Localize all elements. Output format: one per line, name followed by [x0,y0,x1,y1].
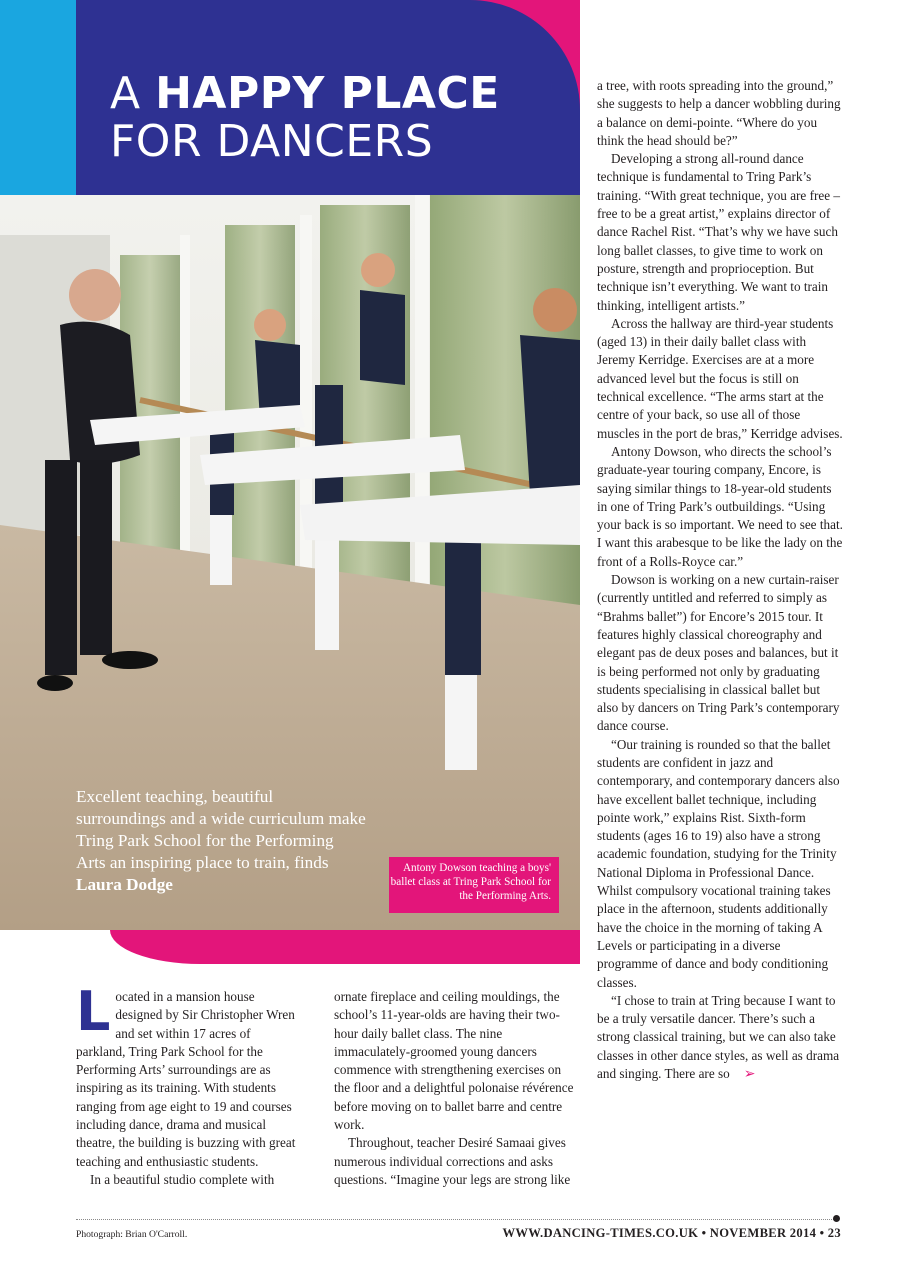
standfirst-text: Excellent teaching, beautiful surroundings and a wide curriculum make Tring Park School for the Performing Arts an inspiring place to train, finds [76,787,366,872]
cyan-accent-strip [0,0,76,195]
magenta-swoosh [110,930,580,964]
headline-light: A [110,68,156,119]
paragraph: Dowson is working on a new curtain-raiser (currently untitled and referred to simply as “Brahms ballet”) for Encore’s 2015 tour. It features highly classical choreography and elegant pas de deux poses and balances, but it is being performed not only by graduating students specialising in classical ballet but also by dancers on Tring Park’s contemporary dance course. [597,572,840,734]
paragraph: Across the hallway are third-year students (aged 13) in their daily ballet class with Jeremy Kerridge. Exercises are at a more advanced level but the focus is still on technical excellence. “The arms start at the centre of your back, so use all of those muscles in the port de bras,” Kerridge advises. [597,315,843,441]
paragraph: Antony Dowson, who directs the school’s graduate-year touring company, Encore, is saying similar things to 18-year-old students in one of Tring Park’s outbuildings. “Using your back is so important. We need to see that. I want this arabesque to be like the lady on the front of a Rolls-Royce car.” [597,443,843,569]
author-name: Laura Dodge [76,875,173,894]
paragraph: a tree, with roots spreading into the ground,” she suggests to help a dancer wobbling during a balance on demi-pointe. “Where do you think the head should be?” [597,78,841,148]
paragraph: “Our training is rounded so that the ballet students are confident in jazz and contemporary, and contemporary dancers also have excellent ballet technique, including pointe work,” explains Rist. Sixth-form students (ages 16 to 19) also have a strong academic foundation, studying for the Trinity National Diploma in Professional Dance. Whilst compulsory vocational training takes place in the afternoon, students additionally have the choice in the morning of taking A Levels or participating in a diverse programme of dance and body conditioning classes. [597,736,840,990]
paragraph: ornate fireplace and ceiling mouldings, the school’s 11-year-olds are having their two-hour daily ballet class. The nine immaculately-groomed young dancers commence with strengthening exercises on the floor and a delightful polonaise révérence before moving on to ballet barre and centre work. [334,989,574,1133]
footer-dot [833,1215,840,1222]
paragraph [76,980,301,1171]
photo-caption: Antony Dowson teaching a boys' ballet class at Tring Park School for the Performing Arts. [389,857,559,913]
paragraph: In a beautiful studio complete with [90,1171,275,1187]
paragraph: Throughout, teacher Desiré Samaai gives numerous individual corrections and asks questions. “Imagine your legs are strong like [334,1135,571,1187]
drop-cap: L [76,980,111,1043]
paragraph-text: “I chose to train at Tring because I want to be a truly versatile dancer. There’s such a strong classical training, but we can also take classes in other dance styles, as well as drama and singing. There are so [597,992,840,1082]
standfirst [76,786,366,896]
paragraph-text: ocated in a mansion house designed by Sir Christopher Wren and set within 17 acres of parkland, Tring Park School for the Performing Arts’ surroundings are as inspiring as its training. With students ranging from age eight to 19 and courses including dance, drama and musical theatre, the building is buzzing with great teaching and enthusiastic students. [76,989,296,1169]
headline-strong: HAPPY PLACE [155,68,500,119]
continue-arrow-icon: ➢ [743,1067,756,1083]
article-column-3 [597,77,843,1084]
headline-line2: FOR DANCERS [110,116,434,167]
article-column-2 [334,988,574,1189]
article-column-1 [76,980,301,1189]
photo-credit: Photograph: Brian O'Carroll. [76,1229,188,1240]
paragraph [597,992,843,1084]
footer-rule [76,1219,834,1220]
paragraph: Developing a strong all-round dance technique is fundamental to Tring Park’s training. “With great technique, you are free – free to be a great artist,” explains director of dance Rachel Rist. “That’s why we have such long ballet classes, to give time to work on posture, strength and proprioception. But technique isn’t everything. We want to train thinking, intelligent artists.” [597,151,840,313]
article-headline [110,70,500,166]
page-folio: WWW.DANCING-TIMES.CO.UK • NOVEMBER 2014 • 23 [502,1226,841,1240]
